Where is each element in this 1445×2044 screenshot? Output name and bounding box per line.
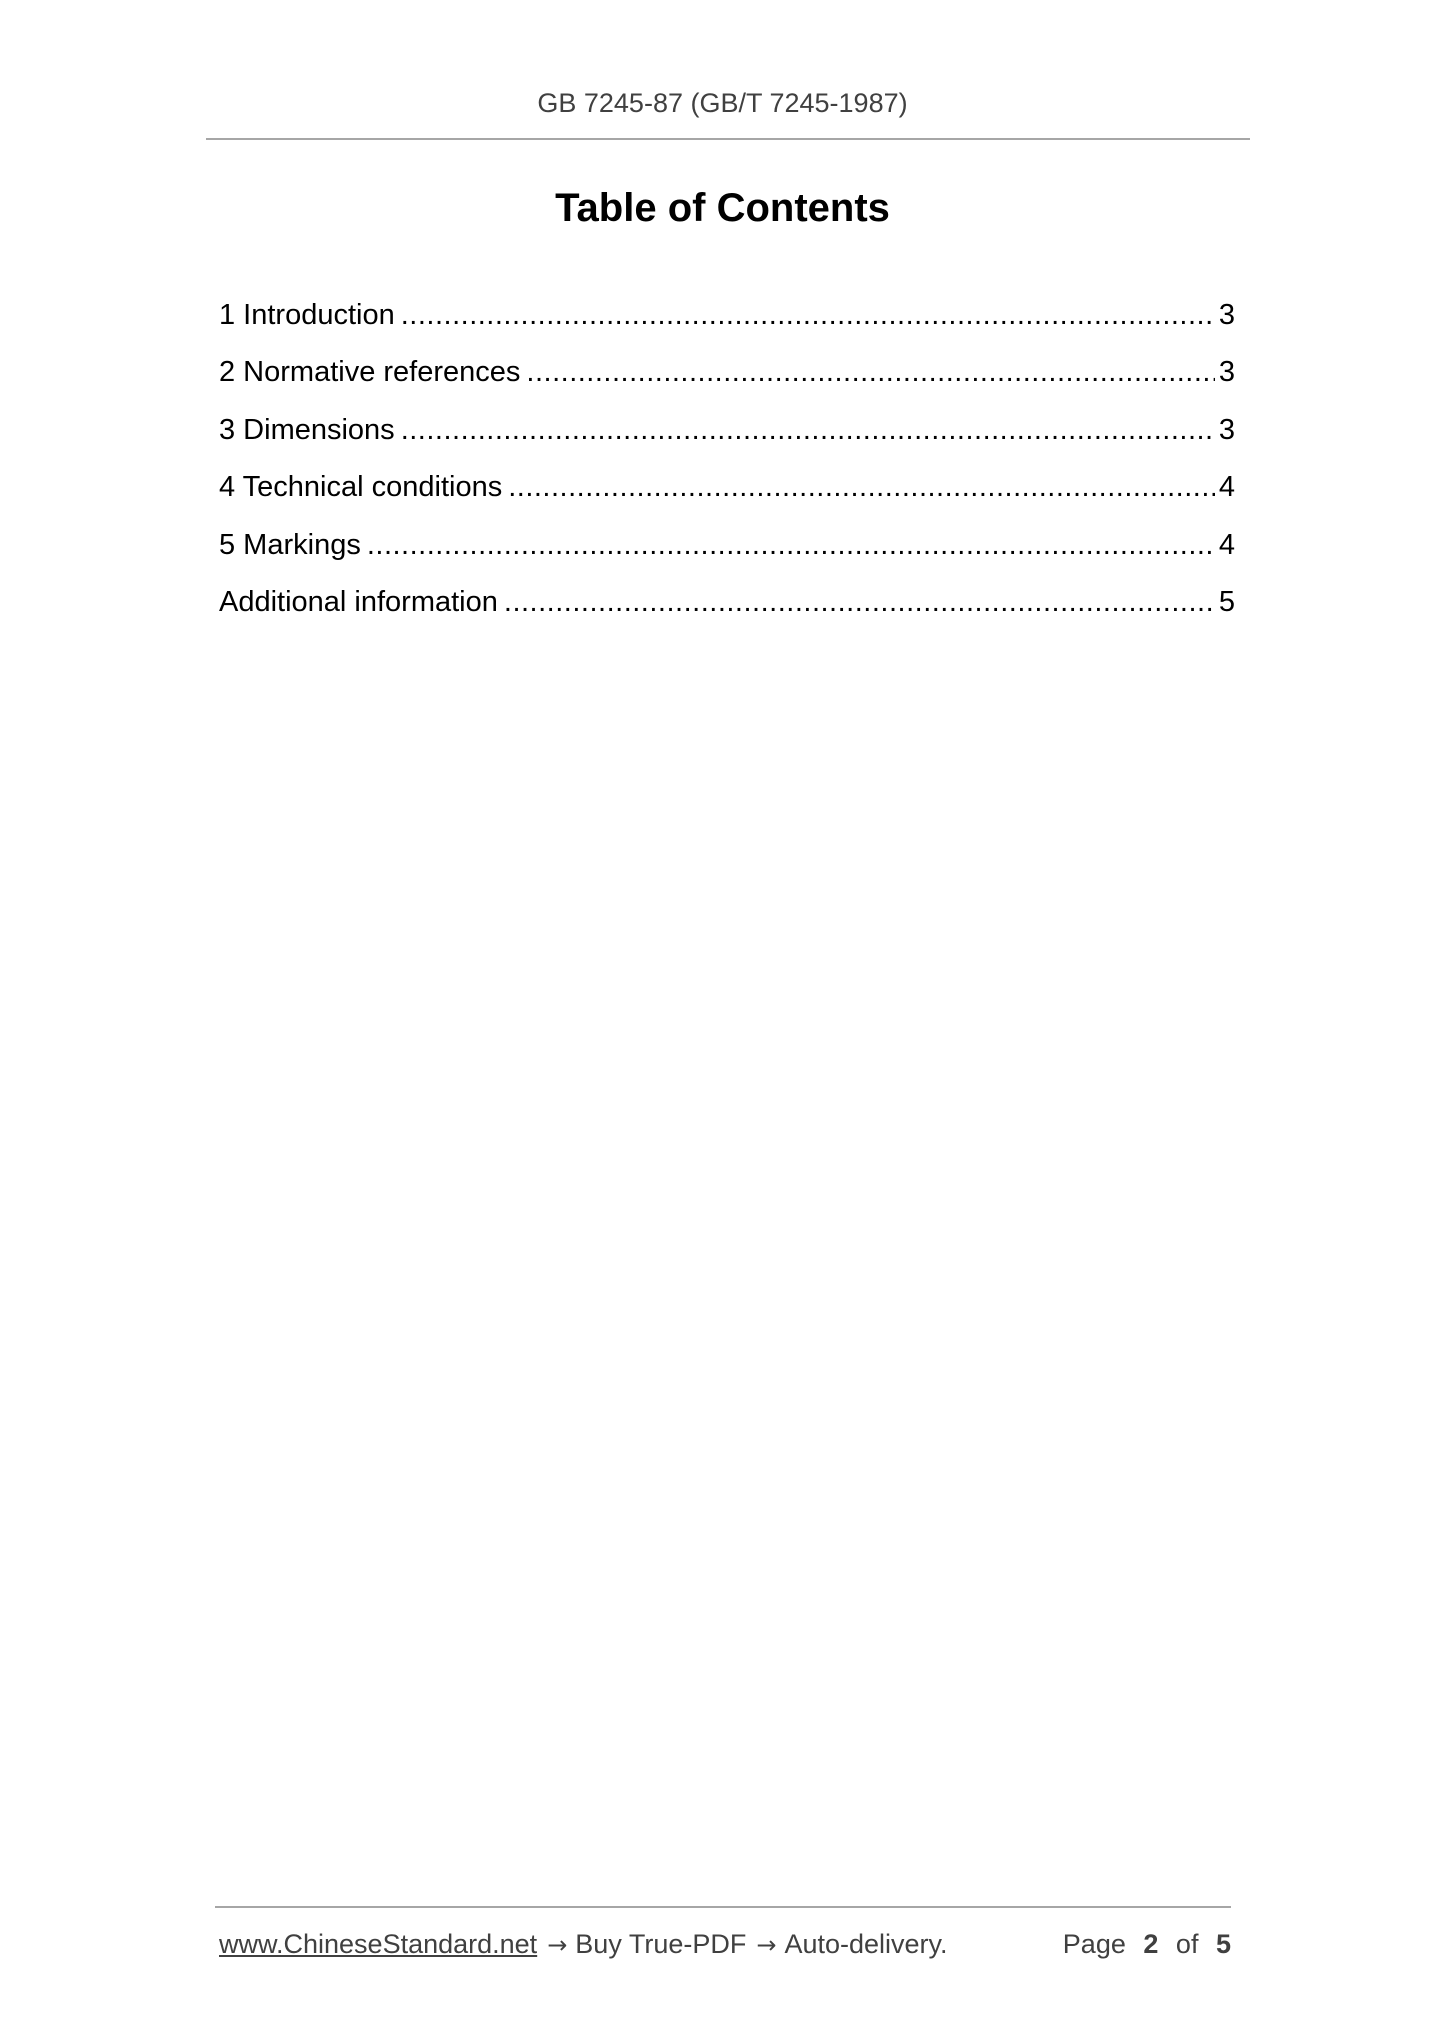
toc-dot-leader [508,465,1215,509]
toc-entry-page: 3 [1218,299,1235,331]
toc-dot-leader [401,293,1215,337]
toc-entry-markings[interactable] [219,523,1235,580]
page-label: Page [1062,1929,1126,1959]
page-footer [219,1924,1231,1964]
toc-entry-dimensions[interactable] [219,408,1235,465]
page-number [1063,1924,1231,1964]
toc-entry-label: 1 Introduction [219,299,395,331]
toc-entry-page: 3 [1218,413,1235,446]
footer-divider [215,1906,1231,1908]
footer-promo [219,1924,948,1965]
toc-dot-leader [367,523,1215,567]
table-of-contents [219,293,1235,637]
toc-entry-label: 5 Markings [219,528,361,561]
page-total: 5 [1215,1929,1231,1959]
toc-entry-technical-conditions[interactable] [219,465,1235,522]
toc-entry-page: 5 [1218,585,1235,618]
toc-dot-leader [504,580,1215,624]
toc-entry-introduction[interactable] [219,293,1235,350]
header-divider [206,138,1250,140]
buy-true-pdf-text: Buy True-PDF [575,1929,747,1959]
toc-entry-page: 3 [1218,356,1235,389]
toc-entry-label: 2 Normative references [219,356,521,389]
toc-entry-label: Additional information [219,585,498,618]
right-arrow-icon: → [547,1931,568,1959]
toc-entry-additional-information[interactable] [219,580,1235,637]
toc-title: Table of Contents [555,186,890,230]
toc-entry-label: 4 Technical conditions [219,471,503,504]
of-label: of [1175,1929,1199,1959]
toc-entry-normative-references[interactable] [219,350,1235,407]
toc-dot-leader [526,350,1214,394]
auto-delivery-text: Auto-delivery. [784,1929,948,1959]
right-arrow-icon: → [756,1931,777,1959]
page-current: 2 [1143,1929,1159,1959]
toc-dot-leader [401,408,1215,452]
website-link[interactable]: www.ChineseStandard.net [219,1929,538,1959]
toc-entry-label: 3 Dimensions [219,413,395,446]
document-header-title: GB 7245-87 (GB/T 7245-1987) [537,88,908,118]
toc-entry-page: 4 [1218,471,1235,504]
toc-entry-page: 4 [1218,528,1235,561]
